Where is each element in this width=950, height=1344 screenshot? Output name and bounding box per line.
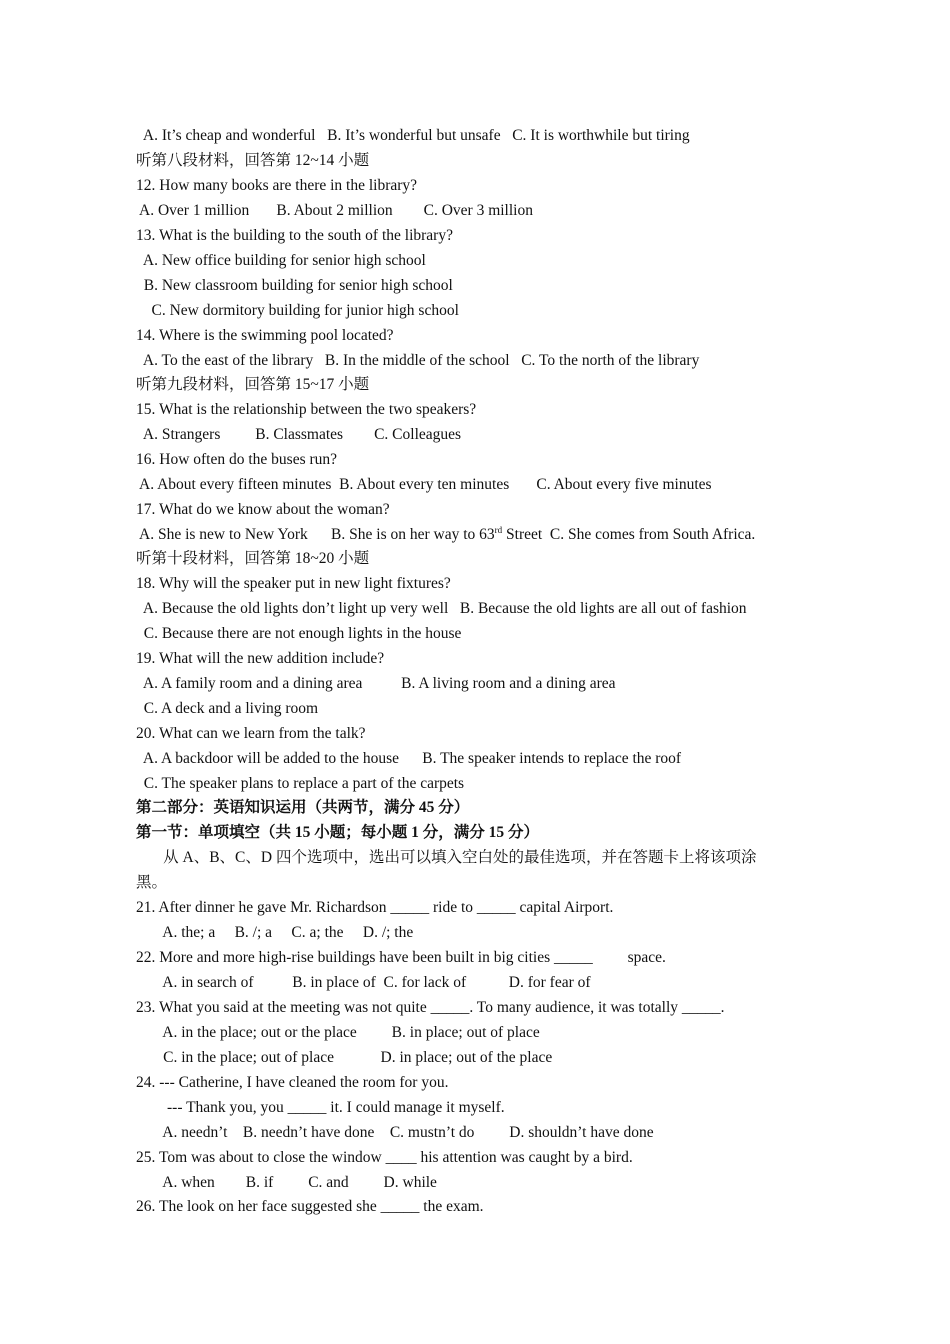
q19-stem: 19. What will the new addition include? (136, 650, 385, 667)
q20-stem: 20. What can we learn from the talk? (136, 725, 366, 742)
q12-options: A. Over 1 million B. About 2 million C. Over 3 million (136, 202, 533, 219)
q22-options: A. in search of B. in place of C. for lack of D. for fear of (136, 974, 591, 991)
q24-stem: 24. --- Catherine, I have cleaned the room for you. (136, 1074, 449, 1091)
q16-options: A. About every fifteen minutes B. About every ten minutes C. About every five minutes (136, 476, 712, 493)
q20-option-c: C. The speaker plans to replace a part of the carpets (136, 775, 465, 792)
q14-stem: 14. Where is the swimming pool located? (136, 327, 394, 344)
section-8-instruction: 听第八段材料，回答第 12~14 小题 (136, 152, 370, 169)
q22-stem: 22. More and more high-rise buildings have been built in big cities _____ space. (136, 949, 666, 966)
q16-stem: 16. How often do the buses run? (136, 451, 338, 468)
q18-options-ab: A. Because the old lights don’t light up very well B. Because the old lights are all out of fashion (136, 600, 747, 617)
q24-options: A. needn’t B. needn’t have done C. mustn’t do D. shouldn’t have done (136, 1124, 654, 1141)
q17-options (136, 525, 755, 545)
q25-stem: 25. Tom was about to close the window ____ his attention was caught by a bird. (136, 1149, 633, 1166)
q23-options-ab: A. in the place; out or the place B. in place; out of place (136, 1024, 540, 1041)
q23-stem: 23. What you said at the meeting was not quite _____. To many audience, it was totally _____. (136, 999, 725, 1016)
q17-options-part1: A. She is new to New York B. She is on her way to 63 (136, 526, 495, 543)
q13-option-c: C. New dormitory building for junior high school (136, 302, 459, 319)
q13-option-b: B. New classroom building for senior high school (136, 277, 453, 294)
q13-option-a: A. New office building for senior high school (136, 252, 426, 269)
q17-stem: 17. What do we know about the woman? (136, 501, 390, 518)
q17-ordinal-suffix: rd (494, 525, 503, 535)
section-1-instruction: 从 A、B、C、D 四个选项中，选出可以填入空白处的最佳选项，并在答题卡上将该项涂 (136, 849, 757, 866)
q15-stem: 15. What is the relationship between the two speakers? (136, 401, 477, 418)
q21-stem: 21. After dinner he gave Mr. Richardson _____ ride to _____ capital Airport. (136, 899, 614, 916)
q15-options: A. Strangers B. Classmates C. Colleagues (136, 426, 462, 443)
part-2-heading: 第二部分：英语知识运用（共两节，满分 45 分） (136, 799, 470, 816)
q18-option-c: C. Because there are not enough lights in the house (136, 625, 462, 642)
q25-options: A. when B. if C. and D. while (136, 1174, 437, 1191)
q13-stem: 13. What is the building to the south of the library? (136, 227, 453, 244)
section-10-instruction: 听第十段材料，回答第 18~20 小题 (136, 550, 370, 567)
q12-stem: 12. How many books are there in the library? (136, 177, 418, 194)
q18-stem: 18. Why will the speaker put in new light fixtures? (136, 575, 451, 592)
q17-options-part2: Street C. She comes from South Africa. (502, 526, 756, 543)
q23-options-cd: C. in the place; out of place D. in place; out of the place (136, 1049, 553, 1066)
q19-options-ab: A. A family room and a dining area B. A living room and a dining area (136, 675, 616, 692)
q11-options: A. It’s cheap and wonderful B. It’s wonderful but unsafe C. It is worthwhile but tiring (136, 127, 690, 144)
q26-stem: 26. The look on her face suggested she _____ the exam. (136, 1198, 484, 1215)
section-9-instruction: 听第九段材料，回答第 15~17 小题 (136, 376, 370, 393)
q19-option-c: C. A deck and a living room (136, 700, 319, 717)
section-1-heading: 第一节：单项填空（共 15 小题；每小题 1 分，满分 15 分） (136, 824, 540, 841)
section-1-instruction-cont: 黑。 (136, 874, 168, 891)
q24-stem-reply: --- Thank you, you _____ it. I could manage it myself. (136, 1099, 505, 1116)
q20-options-ab: A. A backdoor will be added to the house B. The speaker intends to replace the roof (136, 750, 682, 767)
q21-options: A. the; a B. /; a C. a; the D. /; the (136, 924, 414, 941)
q14-options: A. To the east of the library B. In the middle of the school C. To the north of the library (136, 352, 700, 369)
